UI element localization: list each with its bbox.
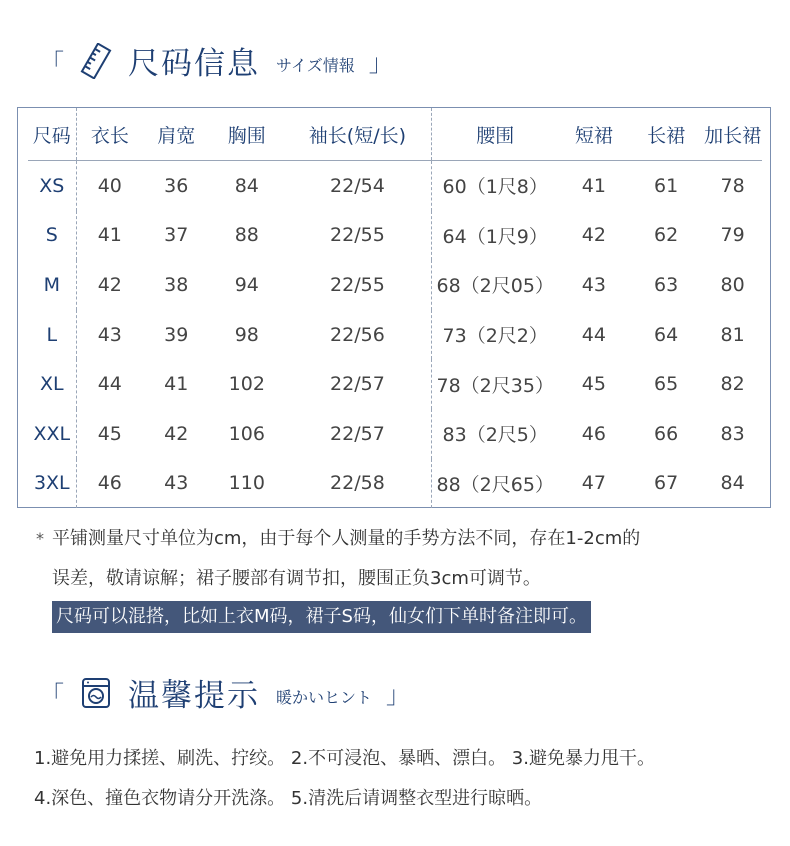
cell-size: L [28, 310, 76, 360]
cell-bust: 106 [228, 422, 265, 445]
cell-length: 42 [97, 273, 122, 296]
table-row [28, 161, 762, 211]
ruler-icon [78, 43, 114, 79]
bracket-open: 「 [40, 681, 64, 709]
cell-sleeve: 22/55 [284, 211, 431, 261]
cell-extra-long-skirt: 81 [720, 323, 745, 346]
cell-waist: 88（2尺65） [436, 473, 554, 496]
cell-short-skirt: 44 [581, 323, 606, 346]
cell-extra-long-skirt: 83 [720, 422, 745, 445]
cell-sleeve: 22/57 [284, 409, 431, 459]
cell-short-skirt: 42 [581, 224, 606, 247]
tips-header [40, 670, 410, 715]
washing-machine-icon [78, 675, 114, 711]
cell-short-skirt: 43 [581, 273, 606, 296]
cell-long-skirt: 64 [654, 323, 679, 346]
cell-shoulder: 43 [164, 472, 189, 495]
size-info-subtitle: サイズ情報 [276, 56, 355, 75]
table-header-row [28, 108, 762, 161]
cell-extra-long-skirt: 80 [720, 273, 745, 296]
table-row [28, 359, 762, 409]
cell-shoulder: 41 [164, 373, 189, 396]
cell-extra-long-skirt: 79 [720, 224, 745, 247]
cell-length: 41 [97, 224, 122, 247]
cell-length: 40 [97, 174, 122, 197]
care-tips-line-2: 4.深色、撞色衣物请分开洗涤。 5.清洗后请调整衣型进行晾晒。 [34, 788, 543, 809]
bracket-close: 」 [368, 49, 393, 77]
cell-extra-long-skirt: 82 [720, 373, 745, 396]
cell-short-skirt: 47 [581, 472, 606, 495]
cell-sleeve: 22/57 [284, 359, 431, 409]
cell-length: 44 [97, 373, 122, 396]
cell-waist: 64（1尺9） [442, 225, 548, 248]
table-row [28, 409, 762, 459]
note-text-1: 平铺测量尺寸单位为cm，由于每个人测量的手势方法不同，存在1-2cm的 [52, 528, 641, 549]
cell-long-skirt: 67 [654, 472, 679, 495]
cell-length: 43 [97, 323, 122, 346]
cell-short-skirt: 46 [581, 422, 606, 445]
cell-size: XXL [28, 409, 76, 459]
header-sleeve: 袖长(短/长) [284, 108, 431, 161]
tips-title: 温馨提示 [128, 678, 260, 714]
cell-waist: 73（2尺2） [442, 325, 548, 348]
cell-length: 45 [97, 422, 122, 445]
cell-size: S [28, 211, 76, 261]
cell-waist: 78（2尺35） [436, 374, 554, 397]
note-line-1 [36, 524, 640, 550]
size-info-title: 尺码信息 [128, 46, 260, 82]
cell-short-skirt: 41 [581, 174, 606, 197]
header-waist: 腰围 [431, 108, 558, 161]
table-row [28, 459, 762, 509]
cell-size: XL [28, 359, 76, 409]
table-row [28, 260, 762, 310]
size-table-body [28, 161, 762, 509]
tips-subtitle: 暖かいヒント [276, 688, 373, 707]
table-row [28, 310, 762, 360]
header-short-skirt: 短裙 [559, 108, 629, 161]
cell-bust: 110 [228, 472, 265, 495]
cell-bust: 88 [234, 224, 259, 247]
care-tips-line-1: 1.避免用力揉搓、刷洗、拧绞。 2.不可浸泡、暴晒、漂白。 3.避免暴力甩干。 [34, 748, 655, 769]
cell-bust: 98 [234, 323, 259, 346]
cell-long-skirt: 62 [654, 224, 679, 247]
cell-bust: 84 [234, 174, 259, 197]
cell-sleeve: 22/54 [284, 161, 431, 211]
cell-sleeve: 22/58 [284, 459, 431, 509]
cell-shoulder: 37 [164, 224, 189, 247]
cell-size: M [28, 260, 76, 310]
mix-match-highlight: 尺码可以混搭，比如上衣M码，裙子S码，仙女们下单时备注即可。 [52, 601, 591, 633]
cell-shoulder: 36 [164, 174, 189, 197]
header-size: 尺码 [28, 108, 76, 161]
cell-short-skirt: 45 [581, 373, 606, 396]
size-info-header [40, 38, 393, 83]
cell-waist: 83（2尺5） [442, 424, 548, 447]
cell-extra-long-skirt: 78 [720, 174, 745, 197]
cell-bust: 94 [234, 273, 259, 296]
cell-size: 3XL [28, 459, 76, 509]
header-extra-long-skirt: 加长裙 [703, 108, 762, 161]
table-row [28, 211, 762, 261]
cell-sleeve: 22/56 [284, 310, 431, 360]
size-table-box [17, 107, 771, 508]
note-star: * [36, 529, 44, 548]
cell-extra-long-skirt: 84 [720, 472, 745, 495]
cell-long-skirt: 66 [654, 422, 679, 445]
cell-long-skirt: 65 [654, 373, 679, 396]
bracket-close: 」 [386, 681, 411, 709]
cell-sleeve: 22/55 [284, 260, 431, 310]
cell-waist: 60（1尺8） [442, 176, 548, 199]
header-length: 衣长 [76, 108, 143, 161]
cell-shoulder: 38 [164, 273, 189, 296]
header-bust: 胸围 [210, 108, 285, 161]
cell-shoulder: 42 [164, 422, 189, 445]
bracket-open: 「 [40, 49, 64, 77]
cell-long-skirt: 63 [654, 273, 679, 296]
header-shoulder: 肩宽 [143, 108, 209, 161]
cell-long-skirt: 61 [654, 174, 679, 197]
note-line-2: 误差，敬请谅解；裙子腰部有调节扣，腰围正负3cm可调节。 [52, 568, 541, 589]
size-table [28, 108, 762, 508]
cell-length: 46 [97, 472, 122, 495]
cell-shoulder: 39 [164, 323, 189, 346]
header-long-skirt: 长裙 [629, 108, 703, 161]
cell-size: XS [28, 161, 76, 211]
cell-waist: 68（2尺05） [436, 275, 554, 298]
cell-bust: 102 [228, 373, 265, 396]
